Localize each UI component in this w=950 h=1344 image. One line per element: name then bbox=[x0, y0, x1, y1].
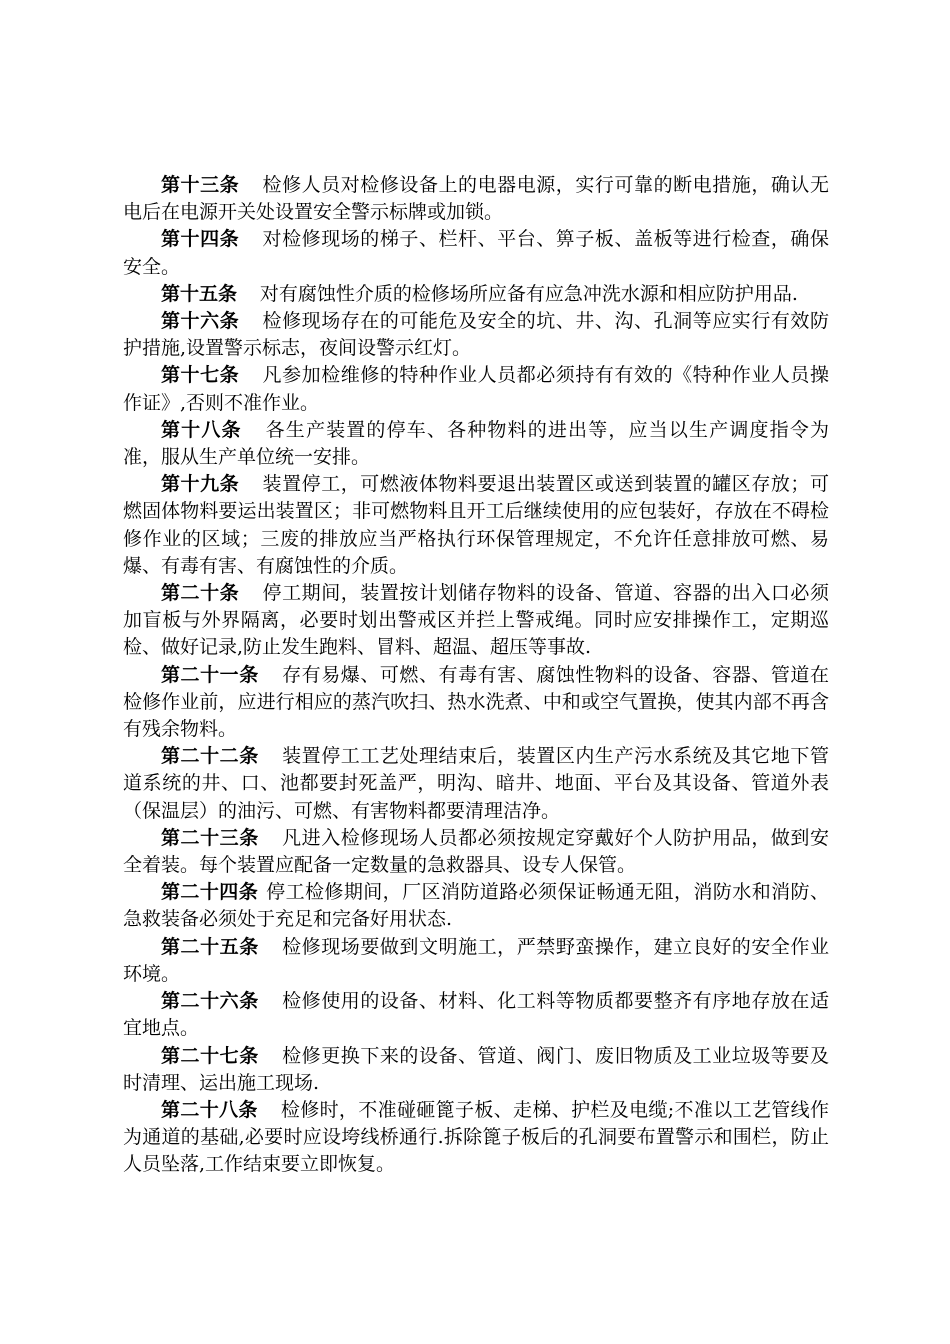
article-number: 第十五条 bbox=[161, 282, 238, 305]
article-text: 各生产装置的停车、各种物料的进出等，应当以生产调度指令为准，服从生产单位统一安排。 bbox=[123, 418, 829, 469]
article-27 bbox=[123, 1043, 829, 1097]
article-text: 对检修现场的梯子、栏杆、平台、箅子板、盖板等进行检查，确保安全。 bbox=[123, 228, 829, 278]
article-16 bbox=[123, 308, 829, 362]
article-15 bbox=[123, 281, 829, 308]
article-text: 检修时，不准碰砸篦子板、走梯、护栏及电缆;不准以工艺管线作为通道的基础,必要时应设垮线桥通行.拆除篦子板后的孔洞要布置警示和围栏，防止人员坠落,工作结束要立即恢复。 bbox=[123, 1098, 829, 1176]
article-number: 第二十七条 bbox=[161, 1044, 259, 1067]
article-14 bbox=[123, 226, 829, 280]
article-number: 第二十一条 bbox=[161, 663, 259, 686]
article-number: 第二十六条 bbox=[161, 990, 259, 1013]
article-number: 第十八条 bbox=[161, 418, 242, 441]
article-text: 装置停工工艺处理结束后，装置区内生产污水系统及其它地下管道系统的井、口、池都要封死盖严，明沟、暗井、地面、平台及其设备、管道外表（保温层）的油污、可燃、有害物料都要清理洁净。 bbox=[123, 745, 829, 822]
article-number: 第十三条 bbox=[161, 174, 240, 196]
article-25 bbox=[123, 934, 829, 988]
article-text: 检修更换下来的设备、管道、阀门、废旧物质及工业垃圾等要及时清理、运出施工现场. bbox=[123, 1044, 829, 1094]
article-text: 检修人员对检修设备上的电器电源，实行可靠的断电措施，确认无电后在电源开关处设置安全警示标牌或加锁。 bbox=[123, 174, 829, 224]
article-text: 停工检修期间，厂区消防道路必须保证畅通无阻，消防水和消防、急救装备必须处于充足和完备好用状态. bbox=[123, 881, 829, 931]
article-number: 第十六条 bbox=[161, 310, 240, 333]
article-21 bbox=[123, 662, 829, 744]
article-number: 第二十五条 bbox=[161, 935, 259, 958]
article-20 bbox=[123, 580, 829, 662]
article-number: 第十九条 bbox=[161, 473, 240, 496]
article-26 bbox=[123, 988, 829, 1042]
article-22 bbox=[123, 743, 829, 825]
article-text: 检修现场存在的可能危及安全的坑、井、沟、孔洞等应实行有效防护措施,设置警示标志，夜间设警示红灯。 bbox=[123, 310, 829, 360]
article-18 bbox=[123, 417, 829, 471]
article-28 bbox=[123, 1097, 829, 1179]
article-text: 检修使用的设备、材料、化工料等物质都要整齐有序地存放在适宜地点。 bbox=[123, 990, 829, 1040]
article-text: 检修现场要做到文明施工，严禁野蛮操作，建立良好的安全作业环境。 bbox=[123, 935, 829, 985]
article-number: 第二十四条 bbox=[161, 881, 259, 904]
article-text: 凡进入检修现场人员都必须按规定穿戴好个人防护用品，做到安全着装。每个装置应配备一定数量的急救器具、设专人保管。 bbox=[123, 826, 829, 877]
article-13 bbox=[123, 172, 829, 226]
article-number: 第二十条 bbox=[161, 582, 240, 605]
article-text: 存有易爆、可燃、有毒有害、腐蚀性物料的设备、容器、管道在检修作业前，应进行相应的蒸汽吹扫、热水洗煮、中和或空气置换，使其内部不再含有残余物料。 bbox=[123, 663, 829, 741]
document-body bbox=[123, 172, 829, 1179]
article-number: 第二十八条 bbox=[161, 1098, 258, 1121]
article-text: 凡参加检维修的特种作业人员都必须持有有效的《特种作业人员操作证》,否则不准作业。 bbox=[123, 364, 829, 414]
article-number: 第十四条 bbox=[161, 228, 240, 251]
article-23 bbox=[123, 825, 829, 879]
article-text: 停工期间，装置按计划储存物料的设备、管道、容器的出入口必须加盲板与外界隔离，必要时划出警戒区并拦上警戒绳。同时应安排操作工，定期巡检、做好记录,防止发生跑料、冒料、超温、超压等事故. bbox=[123, 582, 829, 659]
article-text: 装置停工，可燃液体物料要退出装置区或送到装置的罐区存放；可燃固体物料要运出装置区；非可燃物料且开工后继续使用的应包装好，存放在不碍检修作业的区域；三废的排放应当严格执行环保管理规定，不允许任意排放可燃、易爆、有毒有害、有腐蚀性的介质。 bbox=[123, 473, 829, 577]
article-number: 第二十二条 bbox=[161, 745, 259, 768]
article-text: 对有腐蚀性介质的检修场所应备有应急冲洗水源和相应防护用品. bbox=[259, 282, 798, 305]
article-19 bbox=[123, 471, 829, 580]
article-17 bbox=[123, 362, 829, 416]
article-number: 第十七条 bbox=[161, 364, 240, 387]
article-number: 第二十三条 bbox=[161, 826, 259, 849]
article-24 bbox=[123, 879, 829, 933]
